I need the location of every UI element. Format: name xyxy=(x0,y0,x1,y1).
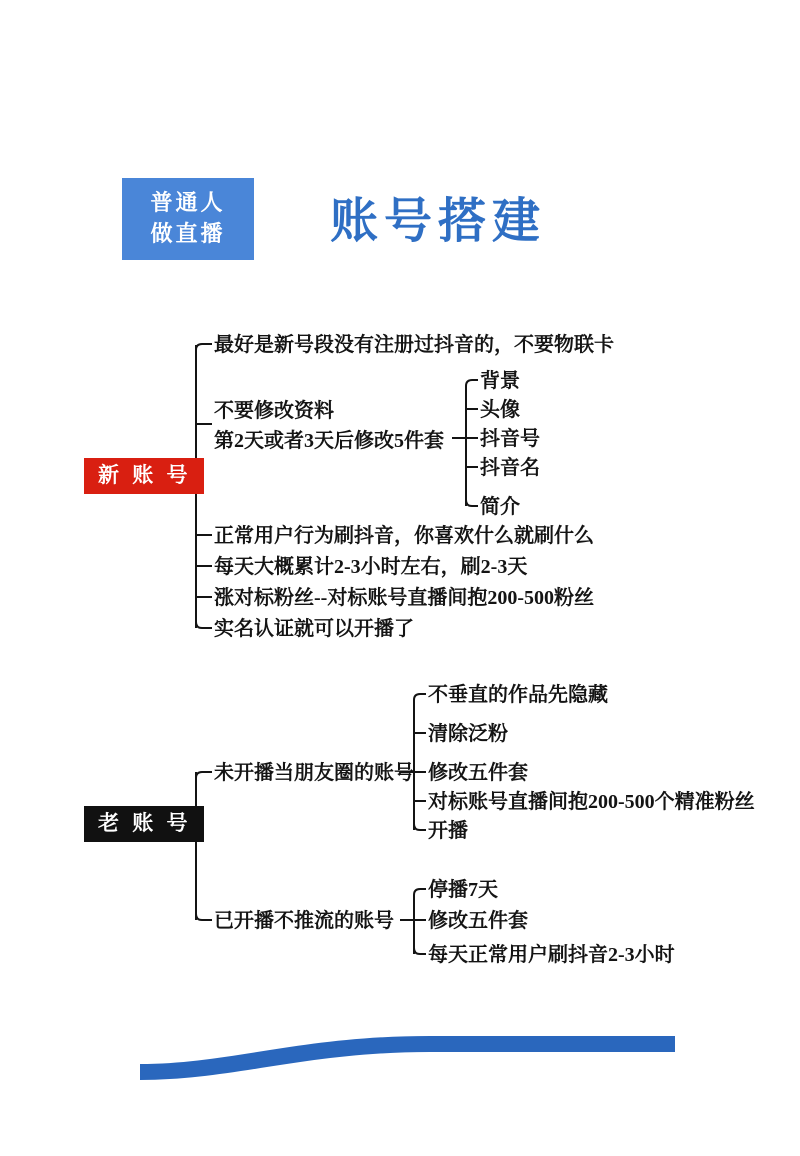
node-old-sub1-1[interactable]: 不垂直的作品先隐藏 xyxy=(428,684,608,706)
node-old-1[interactable]: 未开播当朋友圈的账号 xyxy=(214,762,414,784)
node-old-sub2-1[interactable]: 停播7天 xyxy=(428,879,498,901)
node-old-sub1-2[interactable]: 清除泛粉 xyxy=(428,723,508,745)
page-title: 账号搭建 xyxy=(330,195,547,248)
node-fivepiece-5[interactable]: 简介 xyxy=(480,496,520,518)
node-new-7[interactable]: 实名认证就可以开播了 xyxy=(214,618,414,640)
node-old-2[interactable]: 已开播不推流的账号 xyxy=(214,910,394,932)
node-new-4[interactable]: 正常用户行为刷抖音，你喜欢什么就刷什么 xyxy=(214,525,594,547)
node-new-1[interactable]: 最好是新号段没有注册过抖音的，不要物联卡 xyxy=(214,334,614,356)
node-new-3[interactable]: 第2天或者3天后修改5件套 xyxy=(214,430,444,452)
node-fivepiece-1[interactable]: 背景 xyxy=(480,370,520,392)
node-old-sub2-2[interactable]: 修改五件套 xyxy=(428,910,528,932)
badge-line-2: 做直播 xyxy=(150,221,226,246)
badge-line-1: 普通人 xyxy=(150,190,226,216)
root-node-new-account[interactable]: 新 账 号 xyxy=(84,458,204,494)
node-old-sub1-4[interactable]: 对标账号直播间抱200-500个精准粉丝 xyxy=(428,791,755,813)
node-old-sub1-5[interactable]: 开播 xyxy=(428,820,468,842)
node-new-5[interactable]: 每天大概累计2-3小时左右，刷2-3天 xyxy=(214,556,528,578)
node-old-sub1-3[interactable]: 修改五件套 xyxy=(428,762,528,784)
root-node-old-account[interactable]: 老 账 号 xyxy=(84,806,204,842)
bottom-decoration xyxy=(0,1026,800,1096)
node-fivepiece-2[interactable]: 头像 xyxy=(480,399,520,421)
node-fivepiece-3[interactable]: 抖音号 xyxy=(480,428,540,450)
node-old-sub2-3[interactable]: 每天正常用户刷抖音2-3小时 xyxy=(428,944,675,966)
node-new-6[interactable]: 涨对标粉丝--对标账号直播间抱200-500粉丝 xyxy=(214,587,594,609)
node-new-2[interactable]: 不要修改资料 xyxy=(214,400,334,422)
node-fivepiece-4[interactable]: 抖音名 xyxy=(480,457,540,479)
